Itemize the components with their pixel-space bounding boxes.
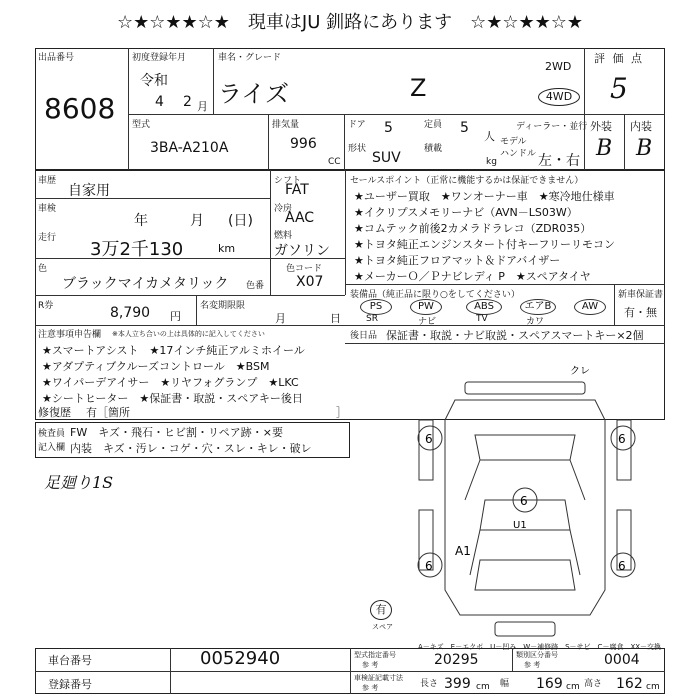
history-value: 自家用 bbox=[68, 183, 110, 199]
height-value: 162 bbox=[616, 676, 643, 692]
inspection-label: 車検 bbox=[38, 204, 57, 214]
diagram-legend: A－キズ E－エクボ U－凹み W－補修跡 S－サビ C－腐食 XX－交換 bbox=[418, 643, 662, 651]
dealer-label: ディーラー・並行 bbox=[516, 122, 588, 132]
first-reg-label: 初度登録年月 bbox=[132, 53, 187, 63]
height-unit: cm bbox=[646, 682, 660, 692]
rating-label: 評 価 点 bbox=[594, 52, 644, 65]
equip-pw: PW bbox=[410, 299, 442, 315]
diagram-part bbox=[475, 435, 575, 460]
dims-sub: 参 考 bbox=[362, 684, 379, 692]
category-value: 0004 bbox=[604, 652, 640, 668]
equip-ps: PS bbox=[360, 299, 392, 315]
mark-kure: クレ bbox=[570, 366, 590, 377]
first-reg-era: 令和 bbox=[140, 73, 168, 89]
inspector-interior: 内装 キズ・汚レ・コゲ・穴・スレ・キレ・破レ bbox=[70, 442, 312, 455]
displacement-label: 排気量 bbox=[272, 120, 300, 130]
repair-bracket: ］ bbox=[336, 406, 347, 419]
load-label: 積載 bbox=[424, 144, 443, 154]
sales-item: ★イクリプスメモリーナビ（AVN－LS03W） bbox=[354, 206, 578, 219]
color-number-label: 色番 bbox=[246, 281, 265, 291]
first-reg-year: 4 bbox=[155, 94, 164, 110]
chassis-value: 0052940 bbox=[200, 648, 281, 669]
length-label: 長さ bbox=[420, 679, 439, 689]
shape-label: 形状 bbox=[348, 144, 367, 154]
mark-rear-left: 6 bbox=[425, 559, 433, 573]
length-value: 399 bbox=[444, 676, 471, 692]
notes-sub: ※本人立ち合いの上は具体的に記入してください bbox=[112, 330, 265, 338]
color-code: X07 bbox=[296, 274, 324, 290]
displacement-unit: CC bbox=[328, 157, 341, 167]
inspector-label: 検査員 bbox=[38, 429, 66, 439]
mark-front-right: 6 bbox=[618, 432, 626, 446]
displacement-value: 996 bbox=[290, 136, 317, 152]
inspector-fw: FW キズ・飛石・ヒビ割・リペア跡・×要 bbox=[70, 426, 283, 439]
handle-label: ハンドル bbox=[500, 149, 537, 159]
type-designation-label: 型式指定番号 bbox=[354, 651, 396, 659]
shift-value: FAT bbox=[285, 182, 309, 198]
sales-label: セールスポイント（正常に機能するかは保証できません） bbox=[350, 176, 584, 186]
inspector-label-2: 記入欄 bbox=[38, 443, 66, 453]
handwritten-note: 足廻り1S bbox=[44, 473, 114, 492]
mark-u1: U1 bbox=[513, 520, 527, 531]
width-label: 幅 bbox=[500, 679, 510, 689]
note-line: ★アダプティブクルーズコントロール ★BSM bbox=[42, 360, 270, 373]
recycle-label: R券 bbox=[38, 301, 54, 311]
tax-month: 月 bbox=[275, 312, 286, 325]
equip-airbag: エアB bbox=[520, 299, 556, 315]
diagram-part bbox=[495, 622, 555, 636]
shape-value: SUV bbox=[372, 150, 401, 166]
mileage-label: 走行 bbox=[38, 233, 57, 243]
later-label: 後日品 bbox=[350, 331, 378, 341]
category-label: 類別区分番号 bbox=[516, 651, 558, 659]
lot-number: 8608 bbox=[44, 92, 116, 125]
banner: ☆★☆★★☆★ 現車はJU 釧路にあります ☆★☆★★☆★ bbox=[116, 12, 584, 33]
type-designation-sub: 参 考 bbox=[362, 661, 379, 669]
fuel-value: ガソリン bbox=[274, 243, 330, 259]
equip-tv: TV bbox=[476, 314, 488, 324]
mark-roof: 6 bbox=[520, 494, 528, 508]
car-grade: Z bbox=[410, 74, 427, 102]
model-value: 3BA-A210A bbox=[150, 140, 229, 156]
sales-item: ★ユーザー買取 ★ワンオーナー車 ★寒冷地仕様車 bbox=[354, 190, 615, 203]
doors-value: 5 bbox=[384, 120, 393, 136]
equip-abs: ABS bbox=[466, 299, 502, 315]
equip-sr: SR bbox=[366, 314, 378, 324]
warranty-value: 有・無 bbox=[624, 306, 657, 319]
drive-2wd: 2WD bbox=[545, 60, 572, 73]
type-designation-value: 20295 bbox=[434, 652, 479, 668]
category-sub: 参 考 bbox=[524, 661, 541, 669]
mark-spare-present: 有 bbox=[370, 600, 392, 620]
model-label: 型式 bbox=[132, 120, 151, 130]
diagram-part bbox=[470, 530, 580, 575]
note-line: ★ワイパーデアイサー ★リヤフォグランプ ★LKC bbox=[42, 376, 299, 389]
equipment-label: 装備品（純正品に限り○をしてください） bbox=[350, 290, 520, 300]
mark-rear-right: 6 bbox=[618, 559, 626, 573]
width-unit: cm bbox=[566, 682, 580, 692]
color-code-label: 色コード bbox=[286, 264, 323, 274]
history-label: 車歴 bbox=[38, 176, 57, 186]
handle-value: 左・右 bbox=[538, 153, 580, 169]
rating-value: 5 bbox=[610, 72, 628, 105]
ac-label: 冷房 bbox=[274, 204, 293, 214]
diagram-part bbox=[475, 560, 575, 590]
tax-day: 日 bbox=[330, 312, 341, 325]
length-unit: cm bbox=[476, 682, 490, 692]
ac-value: AAC bbox=[285, 210, 315, 226]
model-label-small: モデル bbox=[500, 137, 527, 147]
inspection-year: 年 bbox=[134, 213, 148, 229]
sales-item: ★メーカーＯ／Ｐナビレディ P ★スペアタイヤ bbox=[354, 270, 591, 283]
ext-label: 外装 bbox=[590, 120, 612, 133]
capacity-unit: 人 bbox=[484, 130, 495, 143]
warranty-label: 新車保証書 bbox=[618, 290, 664, 300]
equip-aw: AW bbox=[574, 299, 606, 315]
capacity-label: 定員 bbox=[424, 120, 443, 130]
sales-item: ★コムテック前後2カメラドラレコ（ZDR035） bbox=[354, 222, 592, 235]
fuel-label: 燃料 bbox=[274, 231, 293, 241]
int-value: B bbox=[636, 136, 653, 161]
sales-item: ★トヨタ純正エンジンスタート付キーフリーリモコン bbox=[354, 238, 615, 251]
load-unit: kg bbox=[486, 157, 497, 167]
width-value: 169 bbox=[536, 676, 563, 692]
mark-spare-label: スペア bbox=[372, 623, 393, 631]
later-value: 保証書・取説・ナビ取説・スペアスマートキー×2個 bbox=[386, 329, 644, 342]
height-label: 高さ bbox=[584, 679, 603, 689]
car-name-label: 車名・グレード bbox=[218, 53, 282, 63]
mark-a1: A1 bbox=[455, 544, 471, 558]
car-name: ライズ bbox=[218, 80, 290, 108]
inspection-month: 月 bbox=[190, 213, 204, 229]
recycle-unit: 円 bbox=[170, 310, 181, 323]
note-line: ★スマートアシスト ★17インチ純正アルミホイール bbox=[42, 344, 305, 357]
first-reg-month-unit: 月 bbox=[197, 100, 208, 113]
int-label: 内装 bbox=[630, 120, 652, 133]
recycle-value: 8,790 bbox=[110, 305, 151, 321]
sales-item: ★トヨタ純正フロアマット＆ドアバイザー bbox=[354, 254, 561, 267]
shift-label: シフト bbox=[274, 176, 302, 186]
drive-4wd: 4WD bbox=[538, 88, 580, 106]
note-line: ★シートヒーター ★保証書・取説・スペアキー後日 bbox=[42, 392, 303, 405]
chassis-label: 車台番号 bbox=[48, 654, 92, 667]
inspection-day: (日) bbox=[228, 213, 253, 229]
ext-value: B bbox=[596, 136, 613, 161]
tax-label: 名変期限限 bbox=[200, 301, 246, 311]
first-reg-month: 2 bbox=[183, 94, 192, 110]
equip-navi: ナビ bbox=[418, 317, 437, 327]
repair-label: 修復歴 bbox=[38, 406, 71, 419]
equip-leather: カワ bbox=[526, 317, 545, 327]
lot-label: 出品番号 bbox=[38, 53, 75, 63]
mark-front-left: 6 bbox=[425, 432, 433, 446]
repair-value: 有［箇所 bbox=[86, 406, 130, 419]
doors-label: ドア bbox=[348, 120, 366, 130]
color-value: ブラックマイカメタリック bbox=[62, 276, 229, 292]
color-label: 色 bbox=[38, 264, 48, 274]
diagram-part bbox=[465, 382, 585, 394]
mileage-unit: km bbox=[218, 242, 236, 255]
capacity-value: 5 bbox=[460, 120, 469, 136]
notes-label: 注意事項申告欄 bbox=[38, 330, 102, 340]
registration-label: 登録番号 bbox=[48, 678, 92, 691]
dims-label: 車検証記載寸法 bbox=[354, 674, 403, 682]
car-damage-diagram bbox=[395, 360, 660, 640]
mileage-value: 3万2千130 bbox=[90, 239, 184, 260]
